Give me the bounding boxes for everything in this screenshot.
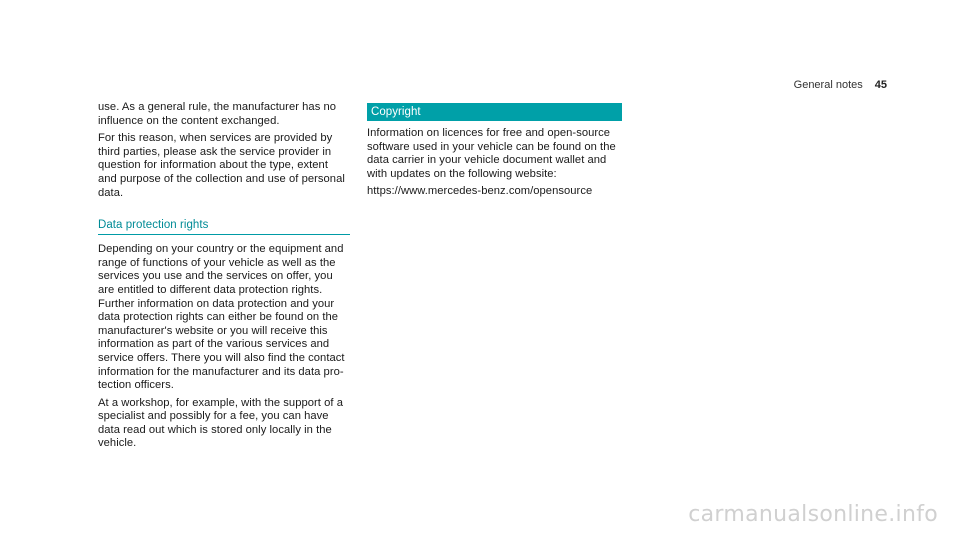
copyright-heading: Copyright — [367, 103, 622, 121]
paragraph-licences: Information on licences for free and open-source software used in your vehicle can be found on the data carrier in your vehicle document wallet and with updates on the following website: — [367, 127, 616, 180]
paragraph-rights: Depending on your country or the equipment and range of functions of your vehicle as well as the services you use and the services on offer, you are entitled to different data protection rights. Further information on data protection and your data protection rights can either be found on the manufacturer's website or you will receive this information as part of the various services and service offers. There you will also find the contact information for the manufacturer and its data pro- tection officers. — [98, 243, 345, 392]
right-column — [367, 103, 622, 203]
section-title: General notes — [793, 79, 863, 91]
paragraph-intro: use. As a general rule, the manufacturer has no influence on the content exchanged. — [98, 101, 337, 127]
paragraph-workshop: At a workshop, for example, with the support of a specialist and possibly for a fee, you can have data read out which is stored only locally in the vehicle. — [98, 396, 343, 450]
paragraph-third-parties: For this reason, when services are provided by third parties, please ask the service provider in question for information about the type, extent and purpose of the collection and use of personal data. — [98, 132, 345, 199]
page-header — [794, 79, 887, 91]
opensource-url[interactable]: https://www.mercedes-benz.com/opensource — [367, 185, 593, 198]
data-protection-rights-heading: Data protection rights — [98, 218, 350, 235]
watermark: carmanualsonline.info — [688, 502, 938, 527]
left-column — [98, 101, 350, 455]
page-number: 45 — [874, 79, 887, 91]
